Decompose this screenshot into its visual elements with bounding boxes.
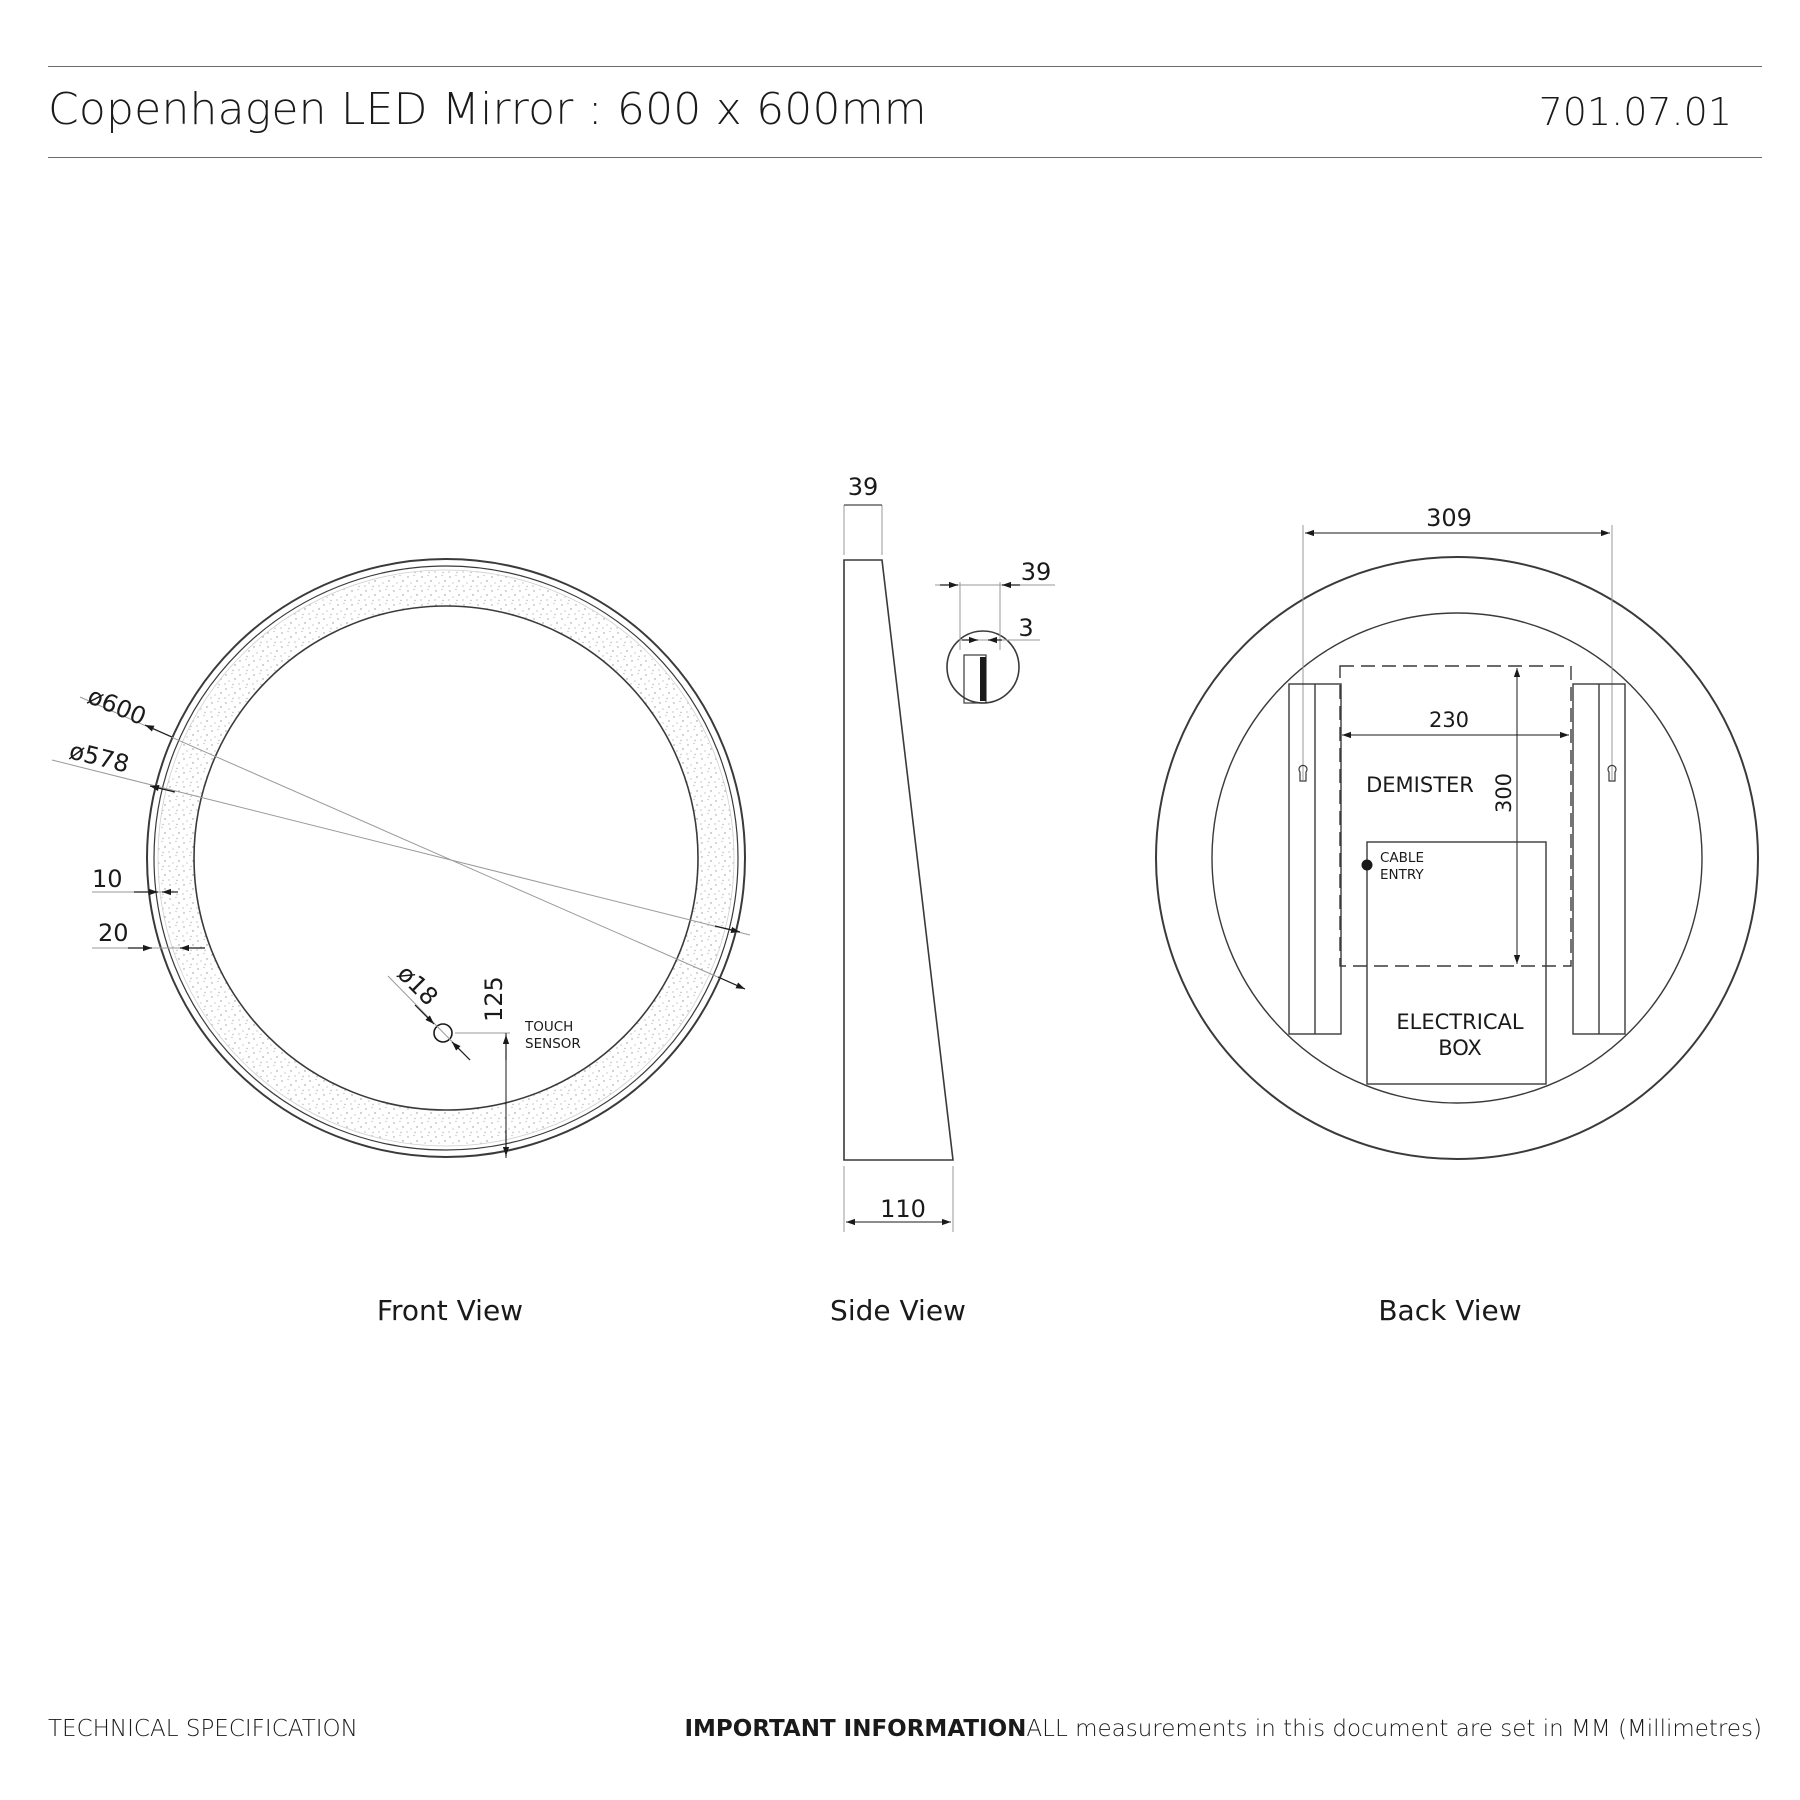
label-dim-10: 10 (92, 865, 123, 893)
side-detail-glass (980, 657, 986, 701)
important-information-text: ALL measurements in this document are set in MM (Millimetres) (1026, 1716, 1762, 1742)
electrical-box-label-1: ELECTRICAL (1396, 1010, 1524, 1034)
back-view (1156, 504, 1758, 1327)
front-view (52, 559, 750, 1327)
footer-important-information (684, 1716, 1762, 1742)
touch-sensor-label-2: SENSOR (525, 1036, 581, 1052)
label-detail-dim-39: 39 (1020, 558, 1052, 586)
footer-technical-specification: TECHNICAL SPECIFICATION (48, 1716, 358, 1742)
label-detail-dim-3: 3 (1018, 614, 1034, 642)
label-dim-600: ø600 (83, 681, 151, 732)
page-title: Copenhagen LED Mirror : 600 x 600mm (48, 84, 927, 135)
front-view-label: Front View (376, 1294, 524, 1327)
dim-line-578 (52, 760, 750, 935)
arrow-600-right (718, 977, 745, 989)
important-information-label: IMPORTANT INFORMATION (684, 1716, 1027, 1742)
label-dim-578: ø578 (66, 736, 133, 779)
cable-entry-label-1: CABLE (1380, 850, 1424, 866)
side-view (830, 473, 1055, 1327)
arrow-18-b (452, 1042, 470, 1060)
side-profile (844, 560, 953, 1160)
arrow-600-left (145, 725, 172, 737)
label-back-dim-230: 230 (1428, 708, 1470, 732)
electrical-box-label-2: BOX (1438, 1036, 1482, 1060)
label-side-dim-110: 110 (880, 1195, 926, 1223)
label-dim-125: 125 (480, 976, 508, 1022)
side-view-label: Side View (830, 1294, 966, 1327)
cable-entry-label-2: ENTRY (1380, 867, 1424, 883)
label-dim-20: 20 (98, 919, 129, 947)
product-code: 701.07.01 (1538, 90, 1732, 134)
label-back-dim-309: 309 (1426, 504, 1472, 532)
label-back-dim-300: 300 (1492, 772, 1516, 814)
label-side-dim-39: 39 (847, 473, 879, 501)
demister-label: DEMISTER (1366, 773, 1474, 797)
back-outer-circle (1156, 557, 1758, 1159)
back-view-label: Back View (1378, 1294, 1522, 1327)
touch-sensor-label-1: TOUCH (525, 1019, 574, 1035)
label-dim-18: ø18 (391, 959, 444, 1012)
cable-entry-point (1362, 860, 1373, 871)
